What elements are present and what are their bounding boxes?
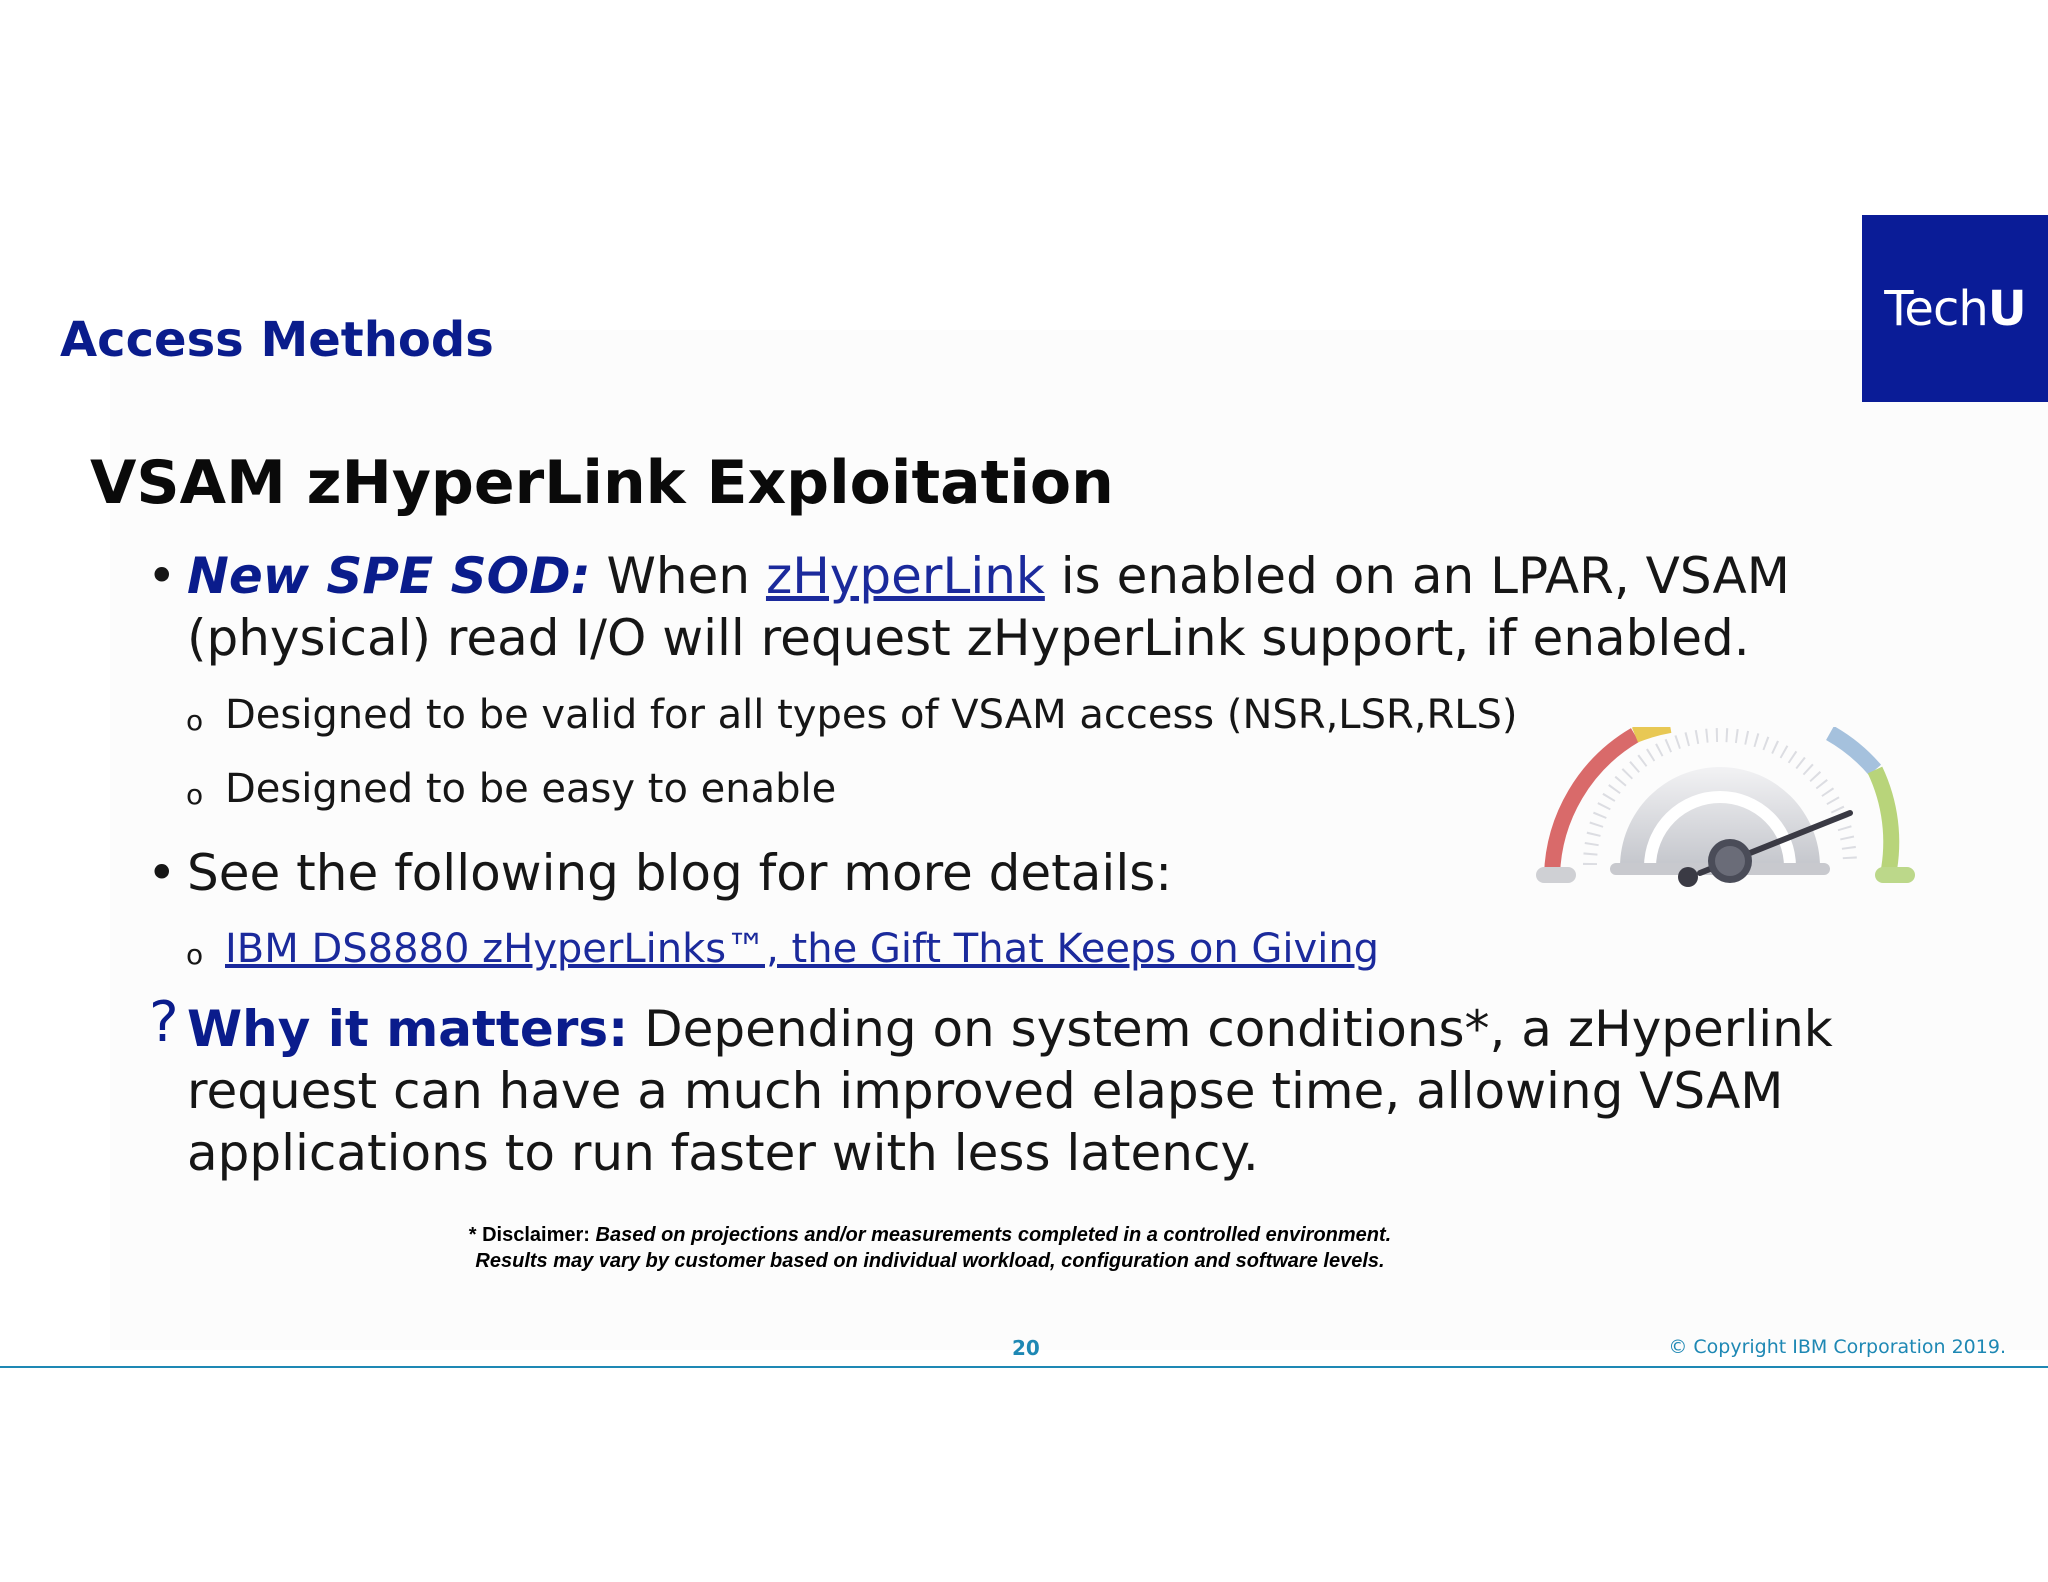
logo-suffix: U [1987,280,2026,337]
copyright: © Copyright IBM Corporation 2019. [1668,1336,2006,1358]
section-title: Access Methods [60,312,494,368]
page-number: 20 [1012,1336,1040,1360]
sub-bullet-valid-access [186,692,1518,738]
sub-bullet-text: Designed to be easy to enable [225,766,837,812]
bullet-text-pre: When [590,547,766,605]
bullet-blog [147,842,1173,904]
blog-link[interactable]: IBM DS8880 zHyperLinks™, the Gift That Keeps on Giving [225,926,1380,972]
disclaimer-line-2 [380,1248,1480,1274]
sub-bullet-marker-icon: o [186,704,204,737]
why-text: Depending on system conditions*, a zHyperlink request can have a much improved elapse time, allowing VSAM applications to run faster with less latency. [187,1000,1833,1182]
bullet-dot-icon: • [147,547,177,605]
why-it-matters [149,990,2007,1184]
disclaimer [380,1222,1480,1274]
sub-bullet-blog-link [186,926,1380,972]
disclaimer-line-1 [380,1222,1480,1248]
sub-bullet-easy-enable [186,766,837,812]
sub-bullet-marker-icon: o [186,778,204,811]
speedometer-icon [1530,725,1930,895]
disclaimer-text-2: Results may vary by customer based on individual workload, configuration and software levels. [475,1250,1385,1272]
question-mark-icon: ? [149,990,179,1055]
bullet-text-post: is enabled on an LPAR, VSAM (physical) read I/O will request zHyperLink support, if enabled. [187,547,1790,667]
disclaimer-text-1: Based on projections and/or measurements completed in a controlled environment. [595,1224,1392,1246]
page-title: VSAM zHyperLink Exploitation [90,448,1114,518]
why-keyword: Why it matters: [187,1000,629,1058]
sub-bullet-text: Designed to be valid for all types of VSAM access (NSR,LSR,RLS) [225,692,1518,738]
bullet-keyword: New SPE SOD: [187,547,591,605]
sub-bullet-marker-icon: o [186,938,204,971]
disclaimer-label: * Disclaimer: [468,1224,596,1246]
footer-divider [0,1366,2048,1368]
bullet-dot-icon: • [147,844,177,902]
zhyperlink-link[interactable]: zHyperLink [765,547,1045,605]
logo-text [1884,281,2026,337]
techu-logo [1862,215,2048,402]
logo-prefix: Tech [1884,280,1988,337]
bullet-new-spe-sod [147,545,1987,669]
bullet-text: See the following blog for more details: [187,844,1173,902]
